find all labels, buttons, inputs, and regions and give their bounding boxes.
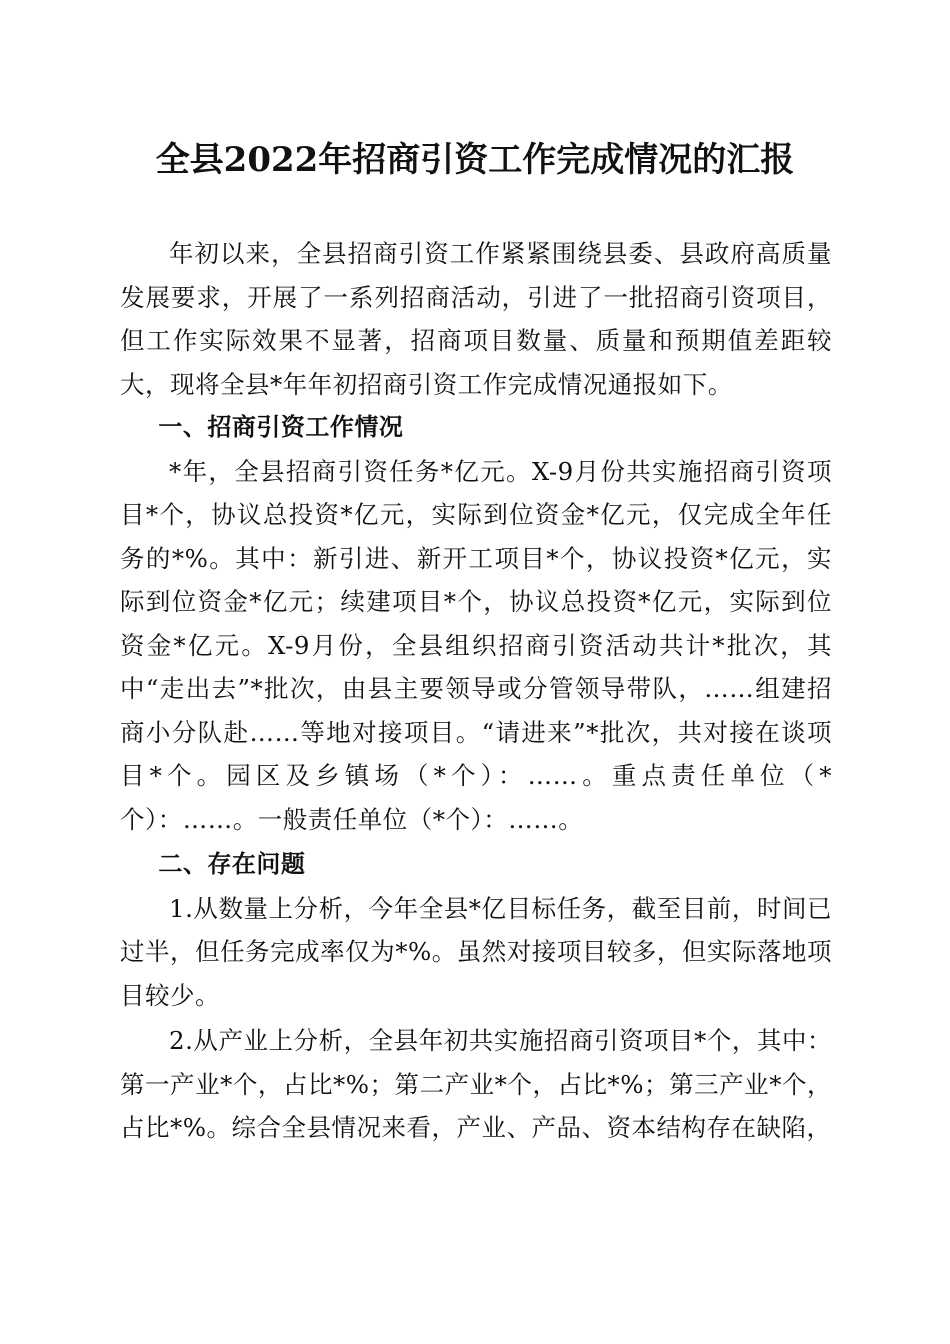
section-heading: 二、存在问题	[158, 850, 306, 878]
document-title: 全县2022年招商引资工作完成情况的汇报	[155, 140, 795, 180]
intro-paragraph: 年初以来，全县招商引资工作紧紧围绕县委、县政府高质量发展要求，开展了一系列招商活动，引进了一批招商引资项目，但工作实际效果不显著，招商项目数量、质量和预期值差距较大，现将全县*年年初招商引资工作完成情况通报如下。	[120, 239, 832, 399]
document-body	[120, 232, 832, 1150]
body-paragraph: *年，全县招商引资任务*亿元。X-9月份共实施招商引资项目*个，协议总投资*亿元，实际到位资金*亿元，仅完成全年任务的*%。其中：新引进、新开工项目*个，协议投资*亿元，实际到位资金*亿元；续建项目*个，协议总投资*亿元，实际到位资金*亿元。X-9月份，全县组织招商引资活动共计*批次，其中“走出去”*批次，由县主要领导或分管领导带队，……组建招商小分队赴……等地对接项目。“请进来”*批次，共对接在谈项目*个。园区及乡镇场（*个）：……。重点责任单位（*个）：……。一般责任单位（*个）：……。	[120, 456, 832, 834]
body-paragraph: 2.从产业上分析，全县年初共实施招商引资项目*个，其中：第一产业*个，占比*%；第二产业*个，占比*%；第三产业*个，占比*%。综合全县情况来看，产业、产品、资本结构存在缺陷，	[120, 1026, 832, 1142]
body-paragraph: 1.从数量上分析，今年全县*亿目标任务，截至目前，时间已过半，但任务完成率仅为*%。虽然对接项目较多，但实际落地项目较少。	[120, 893, 832, 1010]
section-heading: 一、招商引资工作情况	[158, 413, 404, 441]
